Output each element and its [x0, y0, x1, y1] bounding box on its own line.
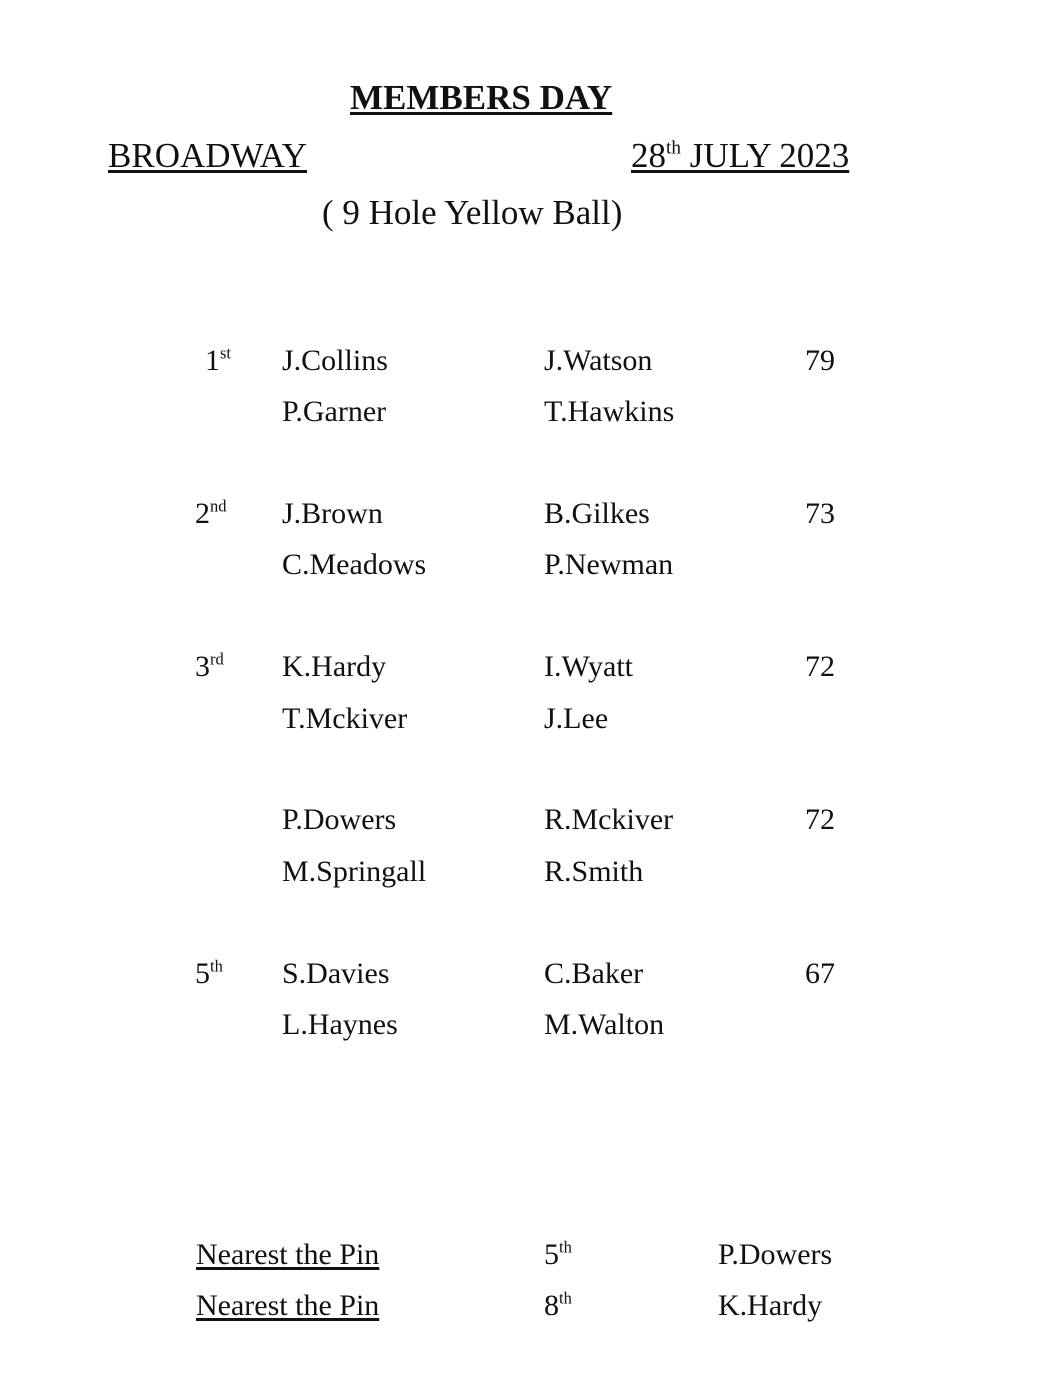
team-score: 72	[805, 803, 835, 836]
player-name: B.Gilkes	[544, 497, 650, 530]
player-name: P.Newman	[544, 548, 674, 581]
event-date	[631, 138, 849, 173]
nearest-pin-winner: P.Dowers	[718, 1238, 833, 1271]
player-name: P.Dowers	[282, 803, 397, 836]
player-name: M.Walton	[544, 1008, 665, 1041]
nearest-pin-winner: K.Hardy	[718, 1289, 823, 1322]
player-name: C.Meadows	[282, 548, 427, 581]
nearest-pin-label: Nearest the Pin	[196, 1238, 380, 1271]
player-name: S.Davies	[282, 957, 390, 990]
player-name: M.Springall	[282, 855, 427, 888]
player-name: J.Lee	[544, 702, 609, 735]
player-name: K.Hardy	[282, 650, 387, 683]
nearest-pin-hole: 8th	[544, 1288, 572, 1322]
date-suffix: th	[666, 137, 681, 159]
date-month-year: JULY 2023	[680, 136, 850, 175]
date-day: 28	[631, 136, 666, 175]
team-score: 72	[805, 650, 835, 683]
player-name: J.Brown	[282, 497, 383, 530]
result-position: 3rd	[195, 649, 224, 683]
player-name: C.Baker	[544, 957, 644, 990]
result-position: 5th	[195, 956, 223, 990]
player-name: R.Smith	[544, 855, 644, 888]
team-score: 79	[805, 344, 835, 377]
result-position: 2nd	[195, 496, 227, 530]
player-name: L.Haynes	[282, 1008, 398, 1041]
result-position: 1st	[205, 343, 232, 377]
team-score: 73	[805, 497, 835, 530]
player-name: J.Collins	[282, 344, 388, 377]
player-name: P.Garner	[282, 395, 387, 428]
nearest-pin-hole: 5th	[544, 1237, 572, 1271]
page-subtitle: ( 9 Hole Yellow Ball)	[322, 193, 623, 232]
player-name: T.Hawkins	[544, 395, 675, 428]
nearest-pin-label: Nearest the Pin	[196, 1289, 380, 1322]
venue-name: BROADWAY	[108, 136, 308, 175]
player-name: R.Mckiver	[544, 803, 674, 836]
team-score: 67	[805, 957, 835, 990]
player-name: I.Wyatt	[544, 650, 633, 683]
player-name: T.Mckiver	[282, 702, 408, 735]
player-name: J.Watson	[544, 344, 653, 377]
page-title: MEMBERS DAY	[350, 78, 613, 117]
